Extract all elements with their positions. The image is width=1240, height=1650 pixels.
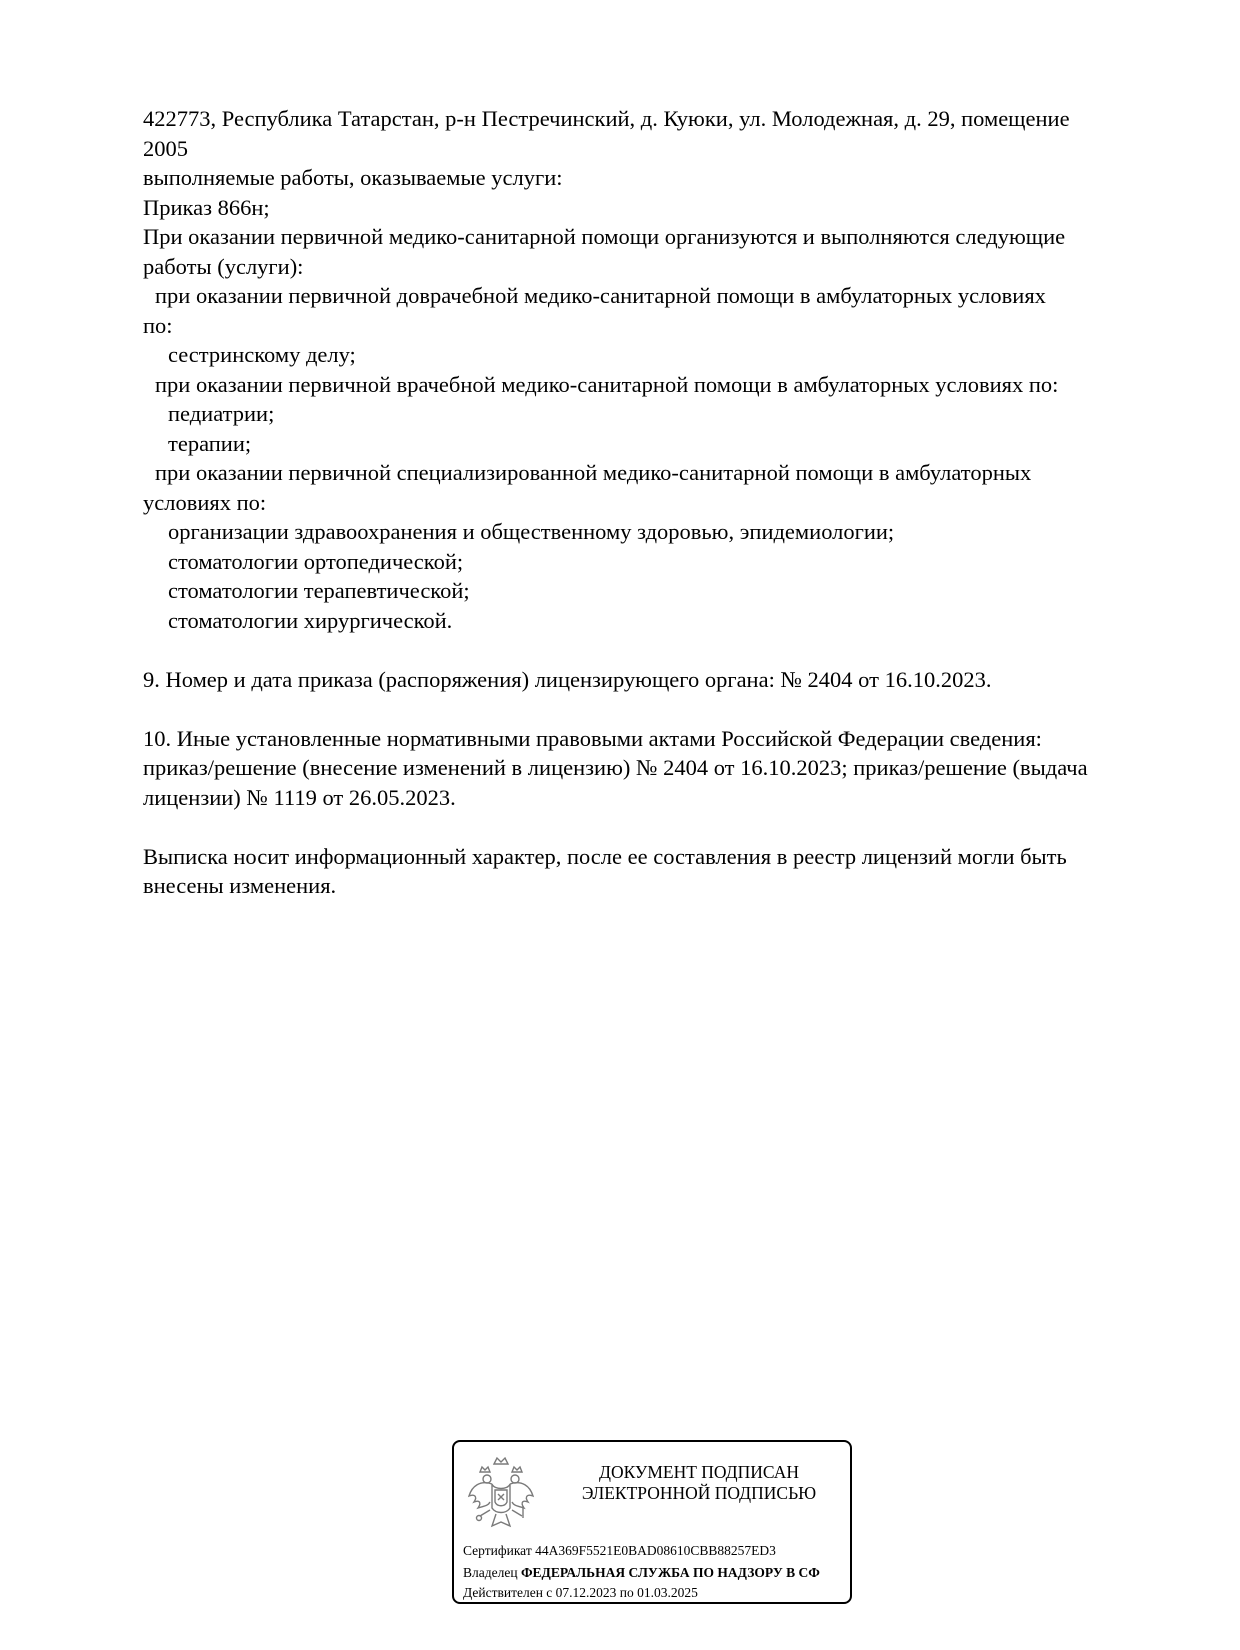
owner-label: Владелец (463, 1565, 518, 1580)
order-reference: Приказ 866н; (143, 194, 270, 220)
item-9-order-number: 9. Номер и дата приказа (распоряжения) лицензирующего органа: № 2404 от 16.10.2023. (143, 666, 992, 692)
russian-coat-of-arms-icon (466, 1452, 536, 1536)
item-10-line: лицензии) № 1119 от 26.05.2023. (143, 784, 456, 810)
service-item: педиатрии; (168, 401, 275, 426)
primary-care-intro: При оказании первичной медико-санитарной помощи организуются и выполняются следующие (143, 224, 1066, 249)
address-line: 422773, Республика Татарстан, р-н Пестречинский, д. Куюки, ул. Молодежная, д. 29, помещение (143, 106, 1070, 131)
electronic-signature-stamp (452, 1440, 852, 1604)
section-prehospital-heading-continuation: по: (143, 312, 173, 338)
document-body (143, 104, 1173, 901)
section-physician-heading: при оказании первичной врачебной медико-санитарной помощи в амбулаторных условиях по: (155, 371, 1059, 397)
address-line-continuation: 2005 (143, 135, 188, 161)
validity-line: Действителен с 07.12.2023 по 01.03.2025 (463, 1585, 698, 1600)
service-item: стоматологии хирургической. (168, 607, 453, 633)
certificate-value: 44A369F5521E0BAD08610CBB88257ED3 (535, 1543, 776, 1558)
stamp-title (554, 1462, 844, 1504)
stamp-title-line: ДОКУМЕНТ ПОДПИСАН (599, 1462, 799, 1482)
stamp-title-line: ЭЛЕКТРОННОЙ ПОДПИСЬЮ (581, 1483, 817, 1503)
service-item: организации здравоохранения и общественному здоровью, эпидемиологии; (168, 519, 895, 544)
item-10-line: 10. Иные установленные нормативными правовыми актами Российской Федерации сведения: (143, 725, 1042, 751)
spacer (143, 635, 1173, 665)
certificate-line (463, 1542, 776, 1559)
spacer (143, 812, 1173, 842)
section-prehospital-heading: при оказании первичной доврачебной медико-санитарной помощи в амбулаторных условиях (155, 283, 1046, 308)
service-item: стоматологии терапевтической; (168, 578, 470, 603)
service-item: сестринскому делу; (168, 342, 356, 367)
disclaimer-line: Выписка носит информационный характер, после ее составления в реестр лицензий могли быть (143, 843, 1067, 869)
spacer (143, 694, 1173, 724)
item-10-line: приказ/решение (внесение изменений в лицензию) № 2404 от 16.10.2023; приказ/решение (выдача (143, 755, 1088, 780)
service-item: стоматологии ортопедической; (168, 548, 464, 574)
service-item: терапии; (168, 430, 252, 456)
disclaimer-line: внесены изменения. (143, 873, 337, 898)
section-specialized-heading: при оказании первичной специализированной медико-санитарной помощи в амбулаторных (155, 460, 1032, 485)
works-heading: выполняемые работы, оказываемые услуги: (143, 165, 563, 190)
certificate-label: Сертификат (463, 1543, 532, 1558)
section-specialized-heading-continuation: условиях по: (143, 489, 267, 515)
owner-value: ФЕДЕРАЛЬНАЯ СЛУЖБА ПО НАДЗОРУ В СФ (520, 1565, 820, 1580)
owner-line (463, 1564, 820, 1581)
primary-care-intro-continuation: работы (услуги): (143, 253, 304, 279)
